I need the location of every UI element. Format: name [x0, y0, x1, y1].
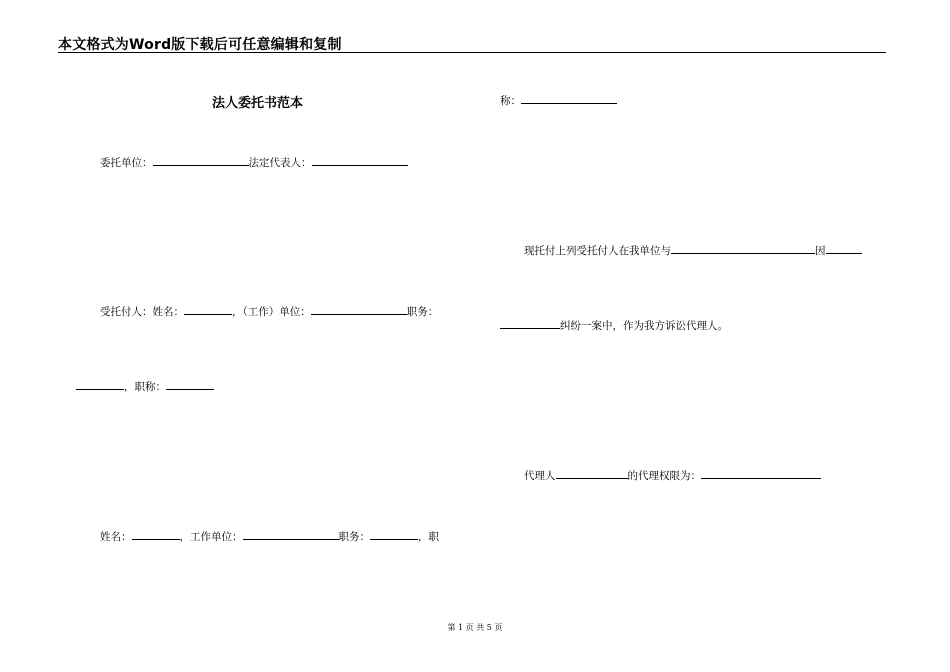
- blank-field: [500, 318, 560, 329]
- blank-field: [671, 243, 815, 254]
- blank-field: [370, 529, 418, 540]
- label-trustee-name: 受托付人：姓名：: [100, 306, 184, 318]
- label-work-unit: ，（工作）单位：: [232, 306, 311, 318]
- label-authority: 的代理权限为：: [627, 470, 701, 482]
- blank-field: [556, 468, 628, 479]
- right-line-1: [500, 93, 617, 108]
- label-title-start: ，职: [418, 531, 439, 543]
- blank-field: [166, 379, 214, 390]
- label-because: 因: [815, 245, 826, 257]
- label-position: 职务：: [406, 306, 439, 318]
- left-line-1: [100, 155, 408, 170]
- label-agent: 代理人: [524, 470, 556, 482]
- blank-field: [243, 529, 339, 540]
- header-text: 本文格式为Word版下载后可任意编辑和复制: [58, 37, 342, 53]
- page-header: [58, 34, 886, 53]
- blank-field: [153, 155, 249, 166]
- label-title: ，职称：: [124, 381, 166, 393]
- left-line-3: [76, 379, 214, 394]
- blank-field: [76, 379, 124, 390]
- document-title: 法人委托书范本: [212, 96, 304, 111]
- label-position-2: 职务：: [338, 531, 370, 543]
- label-work-unit-2: ，工作单位：: [179, 531, 243, 543]
- right-line-2: [524, 243, 862, 258]
- left-line-2: [100, 304, 438, 319]
- label-name: 姓名：: [100, 531, 132, 543]
- right-line-4: [524, 468, 821, 483]
- left-line-4: [100, 529, 439, 544]
- page-footer: 第 1 页 共 5 页: [447, 623, 503, 632]
- blank-field: [184, 304, 232, 315]
- label-entrusting-unit: 委托单位：: [100, 157, 153, 169]
- blank-field: [701, 468, 821, 479]
- right-line-3: [500, 318, 728, 333]
- label-entrust-text: 现托付上列受托付人在我单位与: [524, 245, 671, 257]
- label-legal-rep: 法定代表人：: [248, 157, 312, 169]
- blank-field: [521, 93, 617, 104]
- blank-field: [132, 529, 180, 540]
- blank-field: [312, 155, 408, 166]
- blank-field: [826, 243, 862, 254]
- label-dispute-text: 纠纷一案中，作为我方诉讼代理人。: [560, 320, 728, 332]
- label-title-end: 称：: [500, 95, 521, 107]
- blank-field: [311, 304, 407, 315]
